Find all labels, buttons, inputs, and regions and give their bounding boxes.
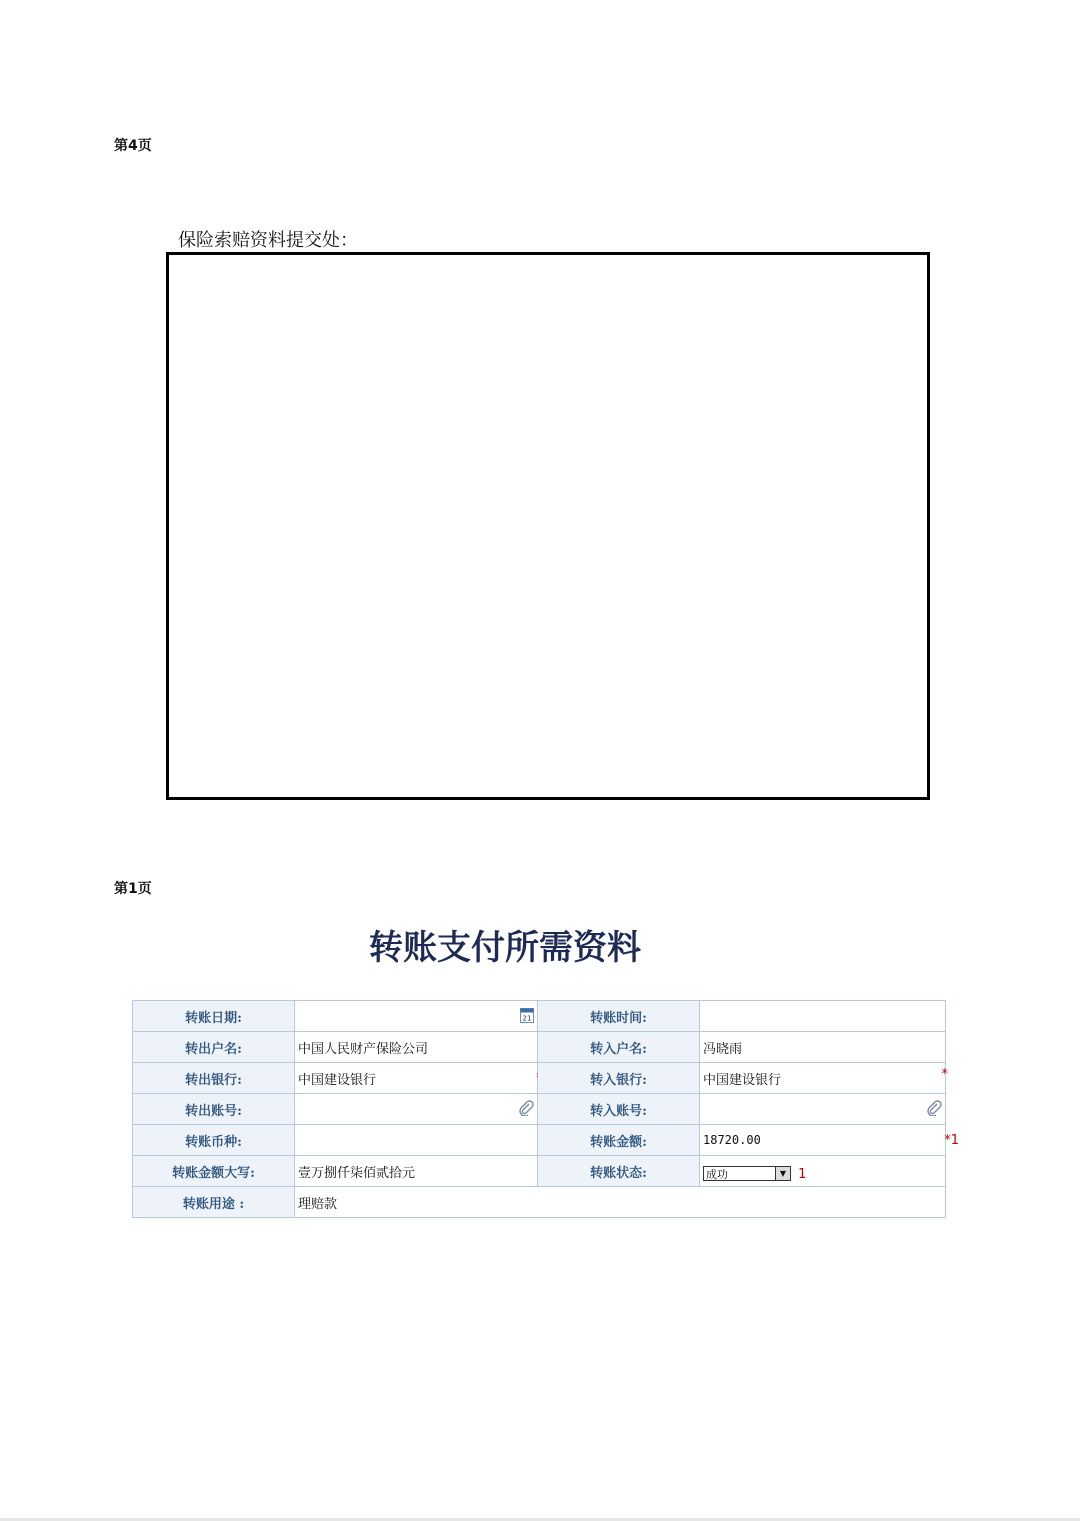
table-row [133, 1063, 946, 1094]
payer-account-field[interactable] [295, 1094, 538, 1125]
paperclip-icon[interactable] [926, 1100, 942, 1116]
purpose-field[interactable]: 理赔款 [295, 1187, 946, 1218]
payee-bank-label: 转入银行: [538, 1063, 700, 1094]
payee-name-field[interactable]: 冯晓雨 [700, 1032, 946, 1063]
payee-bank-field[interactable]: 中国建设银行 * [700, 1063, 946, 1094]
amount-field[interactable]: 18720.00 *1 [700, 1125, 946, 1156]
transfer-date-field[interactable] [295, 1001, 538, 1032]
transfer-title: 转账支付所需资料 [369, 928, 641, 968]
table-row [133, 1032, 946, 1063]
transfer-time-label: 转账时间: [538, 1001, 700, 1032]
transfer-status-cell [700, 1156, 946, 1187]
amount-label: 转账金额: [538, 1125, 700, 1156]
page-number-4: 第4页 [114, 138, 152, 154]
paperclip-icon[interactable] [518, 1100, 534, 1116]
required-mark: 1 [798, 1167, 807, 1182]
currency-label: 转账币种: [133, 1125, 295, 1156]
claim-submission-label: 保险索赔资料提交处： [178, 230, 358, 251]
transfer-date-label: 转账日期: [133, 1001, 295, 1032]
transfer-form-table [132, 1000, 959, 1218]
table-row [133, 1187, 946, 1218]
svg-text:21: 21 [522, 1014, 532, 1023]
payee-name-label: 转入户名: [538, 1032, 700, 1063]
calendar-icon[interactable] [520, 1007, 534, 1023]
transfer-time-field[interactable] [700, 1001, 946, 1032]
payer-name-label: 转出户名: [133, 1032, 295, 1063]
chevron-down-icon[interactable]: ▼ [775, 1167, 790, 1180]
table-row [133, 1125, 946, 1156]
payer-bank-field[interactable]: 中国建设银行 [295, 1063, 538, 1094]
table-row [133, 1001, 946, 1032]
amount-in-words-field[interactable]: 壹万捌仟柒佰贰拾元 [295, 1156, 538, 1187]
payer-bank-label: 转出银行: [133, 1063, 295, 1094]
transfer-status-label: 转账状态: [538, 1156, 700, 1187]
payer-account-label: 转出账号: [133, 1094, 295, 1125]
table-row [133, 1094, 946, 1125]
amount-in-words-label: 转账金额大写: [133, 1156, 295, 1187]
purpose-label: 转账用途 : [133, 1187, 295, 1218]
required-mark: *1 [944, 1133, 959, 1148]
payer-name-field[interactable]: 中国人民财产保险公司 [295, 1032, 538, 1063]
table-row [133, 1156, 946, 1187]
required-mark: * [941, 1067, 948, 1082]
payee-account-field[interactable] [700, 1094, 946, 1125]
transfer-status-select[interactable]: 成功 ▼ [703, 1166, 791, 1181]
page-number-1: 第1页 [114, 881, 152, 897]
currency-field[interactable] [295, 1125, 538, 1156]
claim-submission-box [166, 252, 930, 800]
payee-account-label: 转入账号: [538, 1094, 700, 1125]
